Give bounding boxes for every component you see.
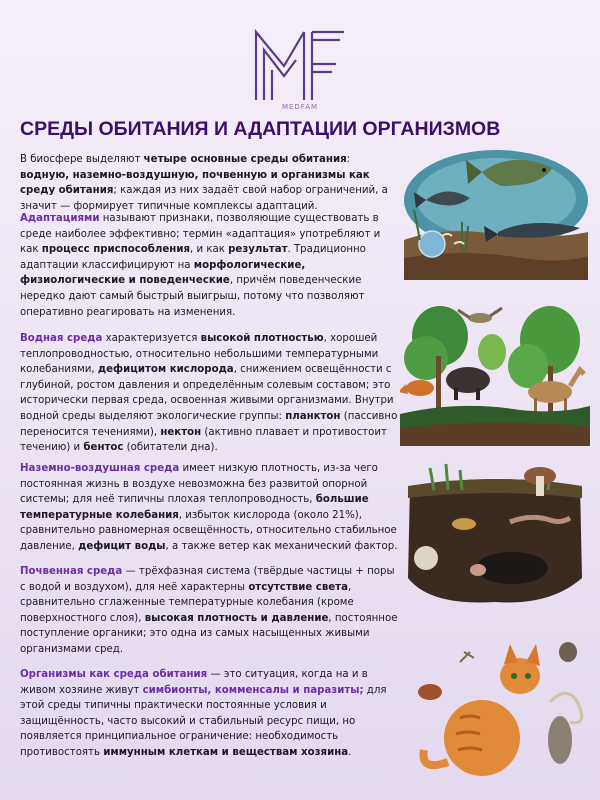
land-air-habitat-illustration (400, 296, 590, 446)
larva-icon (452, 518, 476, 530)
soil-environment-paragraph: Почвенная среда — трёхфазная система (твёрдые частицы + поры с водой и воздухом), для неё характерны отсутствие света, сравнительно сглаженные температурные колебания (кроме поверхностного слоя), высокая плотность и давление, постоянное поступление органики; это одна из самых насыщенных живыми организмами сред. (20, 566, 398, 655)
brand-name: MEDFAM (281, 103, 319, 111)
microbe-icon (414, 546, 438, 570)
intro-paragraph: В биосфере выделяют четыре основные среды обитания: водную, наземно-воздушную, почвенную и организмы как среду обитания; каждая из них задаёт свой набор ограничений, а значит — формирует типичные комплексы адаптаций. (20, 154, 388, 212)
organism-habitat-illustration (400, 622, 590, 782)
tick-icon (559, 642, 577, 662)
parasite-worm-icon (550, 693, 582, 722)
bird-icon (458, 308, 502, 323)
page-title: СРЕДЫ ОБИТАНИЯ И АДАПТАЦИИ ОРГАНИЗМОВ (20, 118, 501, 140)
cat-icon (424, 644, 541, 776)
fox-icon (400, 380, 434, 396)
boar-icon (446, 367, 490, 400)
organism-environment-paragraph: Организмы как среда обитания — это ситуация, когда на и в живом хозяине живут симбионты, комменсалы и паразиты; для этой среды типичны практически постоянные условия и защищённость, часто высокий и стабильный ресурс пищи, но появляется принципиальное ограничение: необходимость противостоять иммунным клеткам и веществам хозяина. (20, 669, 387, 758)
aquatic-habitat-illustration (402, 140, 590, 288)
water-environment-paragraph: Водная среда характеризуется высокой плотностью, хорошей теплопроводностью, относительно небольшими температурными колебаниями, дефицитом кислорода, снижением освещённости с глубиной, ростом давления и определённым солевым составом; это исторически первая среда, освоенная живыми организмами. Внутри водной среды выделяют экологические группы: планктон (пассивно переносится течениями), нектон (активно плавает и противостоит течению) и бентос (обитатели дна). (20, 333, 398, 454)
medfam-logo (250, 26, 350, 104)
fluke-icon (548, 716, 572, 764)
land-air-environment-paragraph: Наземно-воздушная среда имеет низкую плотность, из-за чего постоянная жизнь в воздухе невозможна без развитой опорной системы; для неё типичны плохая теплопроводность, большие температурные колебания, избыток кислорода (около 21%), сравнительно равномерная освещённость, относительно стабильное давление, дефицит воды, а также ветер как механический фактор. (20, 463, 398, 552)
flea-icon (418, 684, 442, 700)
plankton-icon (419, 231, 445, 257)
soil-habitat-illustration (400, 458, 590, 608)
adaptation-paragraph: Адаптациями называют признаки, позволяющие существовать в среде наиболее эффективно; термин «адаптация» употребляют и как процесс приспособления, и как результат. Традиционно адаптации классифицируют на морфологические, физиологические и поведенческие, причём поведенческие нередко дают самый быстрый выигрыш, потому что позволяют оперативно реагировать на изменения. (20, 213, 381, 318)
